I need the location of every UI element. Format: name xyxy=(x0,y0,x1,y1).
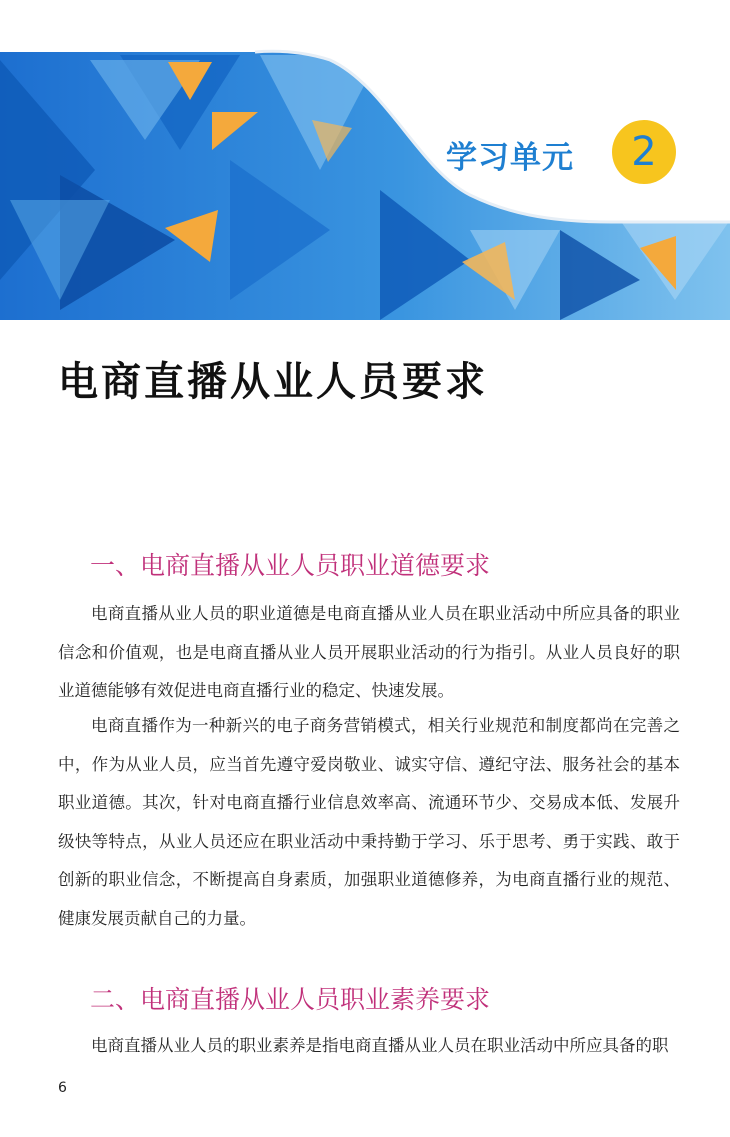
paragraph: 电商直播作为一种新兴的电子商务营销模式，相关行业规范和制度都尚在完善之中，作为从业人员，应当首先遵守爱岗敬业、诚实守信、遵纪守法、服务社会的基本职业道德。其次，针对电商直播行业信息效率高、流通环节少、交易成本低、发展升级快等特点，从业人员还应在职业活动中秉持勤于学习、乐于思考、勇于实践、敢于创新的职业信念，不断提高自身素质，加强职业道德修养，为电商直播行业的规范、健康发展贡献自己的力量。 xyxy=(58,716,680,928)
unit-label: 学习单元 xyxy=(446,140,574,176)
paragraph: 电商直播从业人员的职业素养是指电商直播从业人员在职业活动中所应具备的职 xyxy=(91,1036,669,1055)
section-heading: 一、电商直播从业人员职业道德要求 xyxy=(90,551,491,580)
unit-number-badge: 2 xyxy=(612,120,676,184)
paragraph: 电商直播从业人员的职业道德是电商直播从业人员在职业活动中所应具备的职业信念和价值观，也是电商直播从业人员开展职业活动的行为指引。从业人员良好的职业道德能够有效促进电商直播行业的稳定、快速发展。 xyxy=(58,604,680,700)
page-title: 电商直播从业人员要求 xyxy=(58,358,488,405)
section-heading: 二、电商直播从业人员职业素养要求 xyxy=(90,985,491,1014)
page-number: 6 xyxy=(58,1080,67,1096)
